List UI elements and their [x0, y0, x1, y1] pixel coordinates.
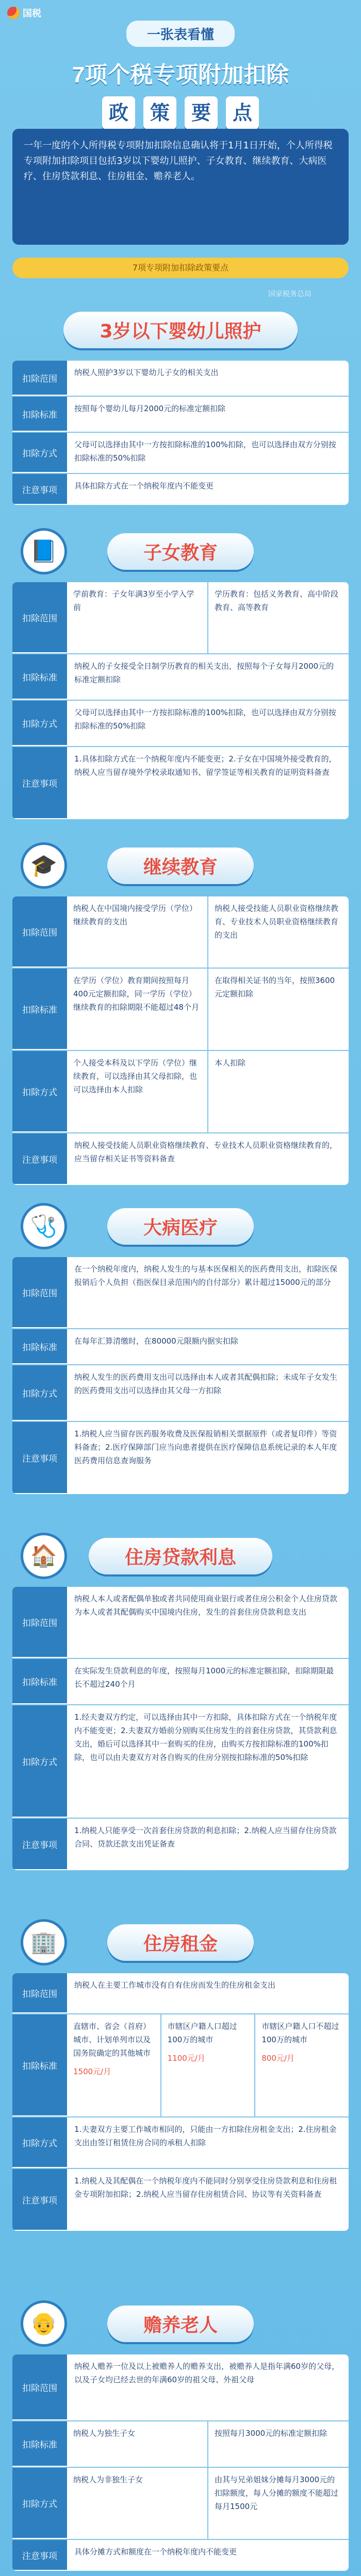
header-tag: 一张表看懂 — [126, 21, 235, 47]
rent-amount: 1100元/月 — [167, 2054, 205, 2063]
row-value: 1.具体扣除方式在一个纳税年度内不能变更；2.子女在中国境外接受教育的，纳税人应当留存境外学校录取通知书、留学签证等相关教育的证明资料备查 — [74, 754, 337, 777]
row-label: 扣除方式 — [12, 1365, 67, 1421]
row-value: 纳税人接受技能人员职业资格继续教育、专业技术人员职业资格继续教育的，应当留存相关证书等资料备查 — [74, 1141, 338, 1163]
table-continuing — [12, 896, 349, 1185]
row-value: 纳税人照护3岁以下婴幼儿子女的相关支出 — [74, 368, 219, 377]
section-title-text: 赡养老人 — [107, 2306, 254, 2342]
table-row — [12, 2540, 349, 2571]
row-value: 在一个纳税年度内，纳税人发生的与基本医保相关的医药费用支出，扣除医保报销后个人负担（指医保目录范围内的自付部分）累计超过15000元的部分 — [74, 1264, 338, 1287]
header — [0, 21, 361, 129]
row-cell: 纳税人接受技能人员职业资格继续教育、专业技术人员职业资格继续教育的支出 — [215, 904, 339, 940]
table-row — [12, 1659, 349, 1705]
table-row — [12, 1051, 349, 1133]
city-tier: 直辖市、省会（首府）城市、计划单列市以及国务院确定的其他城市 — [73, 2022, 151, 2058]
row-label: 扣除范围 — [12, 582, 67, 653]
row-value: 纳税人在主要工作城市没有自有住房而发生的住房租金支出 — [74, 1980, 276, 1990]
row-value: 纳税人本人或者配偶单独或者共同使用商业银行或者住房公积金个人住房贷款为本人或者其配偶购买中国境内住房，发生的首套住房贷款利息支出 — [74, 1594, 338, 1617]
row-label: 扣除方式 — [12, 433, 67, 473]
city-tier: 市辖区户籍人口不超过100万的城市 — [261, 2022, 339, 2044]
row-label: 扣除标准 — [12, 2014, 67, 2116]
table-row — [12, 1133, 349, 1185]
subtitle-char: 点 — [226, 96, 259, 129]
intro-box — [12, 129, 349, 245]
building-icon: 🏢 — [21, 1919, 67, 1965]
table-rent — [12, 1973, 349, 2231]
row-cell: 纳税人在中国境内接受学历（学位）继续教育的支出 — [67, 896, 208, 968]
table-row — [12, 747, 349, 819]
row-cell: 学历教育：包括义务教育、高中阶段教育、高等教育 — [215, 589, 339, 612]
row-value: 纳税人发生的医药费用支出可以选择由本人或者其配偶扣除；未成年子女发生的医药费用支出可以选择由其父母一方扣除 — [74, 1372, 338, 1395]
row-value — [67, 2468, 349, 2539]
row-label: 扣除标准 — [12, 2421, 67, 2467]
row-label: 扣除方式 — [12, 2117, 67, 2168]
section-title-text: 继续教育 — [107, 848, 254, 884]
table-row — [12, 1973, 349, 2014]
section-title-loan — [0, 1535, 361, 1577]
row-value: 按照每个婴幼儿每月2000元的标准定额扣除 — [74, 404, 226, 413]
section-title-text: 子女教育 — [107, 533, 254, 570]
row-value: 1.纳税人应当留存医药服务收费及医保报销相关票据原件（或者复印件）等资料备查；2.医疗保障部门应当向患者提供在医疗保障信息系统记录的本人年度医药费用信息查询服务 — [74, 1429, 337, 1465]
row-value: 1.夫妻双方主要工作城市相同的，只能由一方扣除住房租金支出；2.住房租金支出由签订租赁住房合同的承租人扣除 — [74, 2125, 337, 2147]
table-row — [12, 582, 349, 654]
section-title-medical — [0, 1206, 361, 1247]
table-infant — [12, 361, 349, 505]
row-label: 扣除标准 — [12, 969, 67, 1050]
row-value: 纳税人的子女接受全日制学历教育的相关支出，按照每个子女每月2000元的标准定额扣除 — [74, 662, 334, 684]
rent-amount: 1500元/月 — [73, 2067, 111, 2076]
house-icon: 🏠 — [21, 1533, 67, 1579]
table-row — [12, 1257, 349, 1329]
graduation-cap-icon: 🎓 — [21, 842, 67, 889]
brand-name: 国税 — [23, 8, 41, 19]
row-label: 注意事项 — [12, 747, 67, 819]
row-label: 注意事项 — [12, 2540, 67, 2571]
subtitle-char: 要 — [185, 96, 218, 129]
row-cell: 纳税人为独生子女 — [67, 2421, 208, 2467]
row-value: 父母可以选择由其中一方按扣除标准的100%扣除，也可以选择由双方分别按扣除标准的50%扣除 — [74, 440, 336, 463]
table-row — [12, 397, 349, 433]
table-row — [12, 969, 349, 1051]
table-row — [12, 2421, 349, 2468]
row-label: 扣除范围 — [12, 1257, 67, 1328]
logo-icon — [7, 7, 20, 19]
row-label: 扣除范围 — [12, 896, 67, 968]
row-label: 扣除范围 — [12, 1973, 67, 2013]
row-value: 在实际发生贷款利息的年度，按照每月1000元的标准定额扣除，扣除期限最长不超过240个月 — [74, 1666, 334, 1689]
row-value — [67, 1051, 349, 1132]
row-label: 扣除范围 — [12, 2354, 67, 2420]
section-title-text: 住房租金 — [107, 1924, 254, 1961]
section-title-elderly — [0, 2303, 361, 2344]
row-value: 1.经夫妻双方约定，可以选择由其中一方扣除，具体扣除方式在一个纳税年度内不能变更；2.夫妻双方婚前分别购买住房发生的首套住房贷款，其贷款利息支出，婚后可以选择其中一套购买的住房，由购买方按扣除标准的100%扣除，也可以由夫妻双方对各自购买的住房分别按扣除标准的50%扣除 — [74, 1713, 337, 1762]
table-row — [12, 654, 349, 701]
section-title-rent — [0, 1922, 361, 1963]
table-row — [12, 2468, 349, 2540]
row-label: 扣除标准 — [12, 654, 67, 700]
row-cell — [67, 2014, 161, 2116]
rent-amount: 800元/月 — [261, 2054, 295, 2063]
row-cell: 按照每月3000元的标准定额扣除 — [215, 2429, 327, 2438]
row-cell: 纳税人为非独生子女 — [67, 2468, 208, 2539]
row-value: 1.纳税人只能享受一次首套住房贷款的利息扣除；2.纳税人应当留存住房贷款合同、贷款还款支出凭证备查 — [74, 1826, 337, 1849]
row-value: 在每年汇算清缴时，在80000元限额内据实扣除 — [74, 1336, 238, 1346]
table-row — [12, 1705, 349, 1819]
row-value: 具体扣除方式在一个纳税年度内不能变更 — [74, 481, 214, 490]
table-row — [12, 361, 349, 397]
row-value — [67, 896, 349, 968]
medical-kit-icon: 🩺 — [21, 1203, 67, 1249]
table-row — [12, 1422, 349, 1494]
intro-text: 一年一度的个人所得税专项附加扣除信息确认将于1月1日开始，个人所得税专项附加扣除项目包括3岁以下婴幼儿照护、子女教育、继续教育、大病医疗、住房贷款利息、住房租金、赡养老人。 — [24, 140, 333, 182]
subtitle-char: 策 — [143, 96, 176, 129]
page-title: 7项个税专项附加扣除 — [72, 62, 289, 88]
row-label: 扣除标准 — [12, 397, 67, 432]
row-label: 扣除方式 — [12, 1051, 67, 1132]
table-row — [12, 1329, 349, 1365]
table-children — [12, 582, 349, 819]
book-icon: 📘 — [21, 528, 67, 574]
row-label: 注意事项 — [12, 474, 67, 505]
table-row — [12, 474, 349, 505]
table-row — [12, 2169, 349, 2231]
table-loan — [12, 1587, 349, 1870]
row-label: 扣除范围 — [12, 361, 67, 396]
section-title-infant — [0, 309, 361, 350]
row-cell — [255, 2014, 349, 2116]
row-cell: 由其与兄弟姐妹分摊每月3000元的扣除额度，每人分摊的额度不能超过每月1500元 — [215, 2475, 339, 2511]
table-row — [12, 1365, 349, 1422]
row-label: 扣除标准 — [12, 1329, 67, 1364]
table-row — [12, 433, 349, 474]
section-title-text: 3岁以下婴幼儿照护 — [63, 312, 297, 348]
section-title-text: 大病医疗 — [107, 1208, 254, 1245]
table-medical — [12, 1257, 349, 1494]
row-value — [67, 2014, 349, 2116]
subtitle-row — [0, 96, 361, 129]
section-title-continuing — [0, 845, 361, 886]
intro-note: 7项专项附加扣除政策要点 — [12, 258, 349, 278]
row-value: 具体分摊方式和额度在一个纳税年度内不能变更 — [74, 2547, 237, 2556]
section-title-children — [0, 531, 361, 572]
elderly-couple-icon: 👴 — [21, 2300, 67, 2347]
row-cell — [161, 2014, 256, 2116]
row-label: 注意事项 — [12, 1133, 67, 1185]
table-elderly — [12, 2354, 349, 2571]
brand-logo — [7, 6, 41, 20]
table-row — [12, 1587, 349, 1659]
row-cell: 学前教育：子女年满3岁至小学入学前 — [67, 582, 208, 653]
table-row — [12, 2117, 349, 2169]
row-label: 扣除范围 — [12, 1587, 67, 1658]
row-value — [67, 969, 349, 1050]
subtitle-char: 政 — [102, 96, 135, 129]
row-cell: 在学历（学位）教育期间按照每月400元定额扣除，同一学历（学位）继续教育的扣除期限不能超过48个月 — [67, 969, 208, 1050]
row-label: 注意事项 — [12, 1422, 67, 1494]
row-cell: 本人扣除 — [215, 1058, 246, 1067]
row-label: 扣除标准 — [12, 1659, 67, 1704]
table-row — [12, 701, 349, 747]
table-row — [12, 896, 349, 969]
watermark: 国家税务总局 — [268, 290, 311, 298]
row-label: 扣除方式 — [12, 701, 67, 746]
row-label: 注意事项 — [12, 1819, 67, 1870]
row-value — [67, 582, 349, 653]
row-value — [67, 2421, 349, 2467]
table-row — [12, 2014, 349, 2117]
row-label: 扣除方式 — [12, 1705, 67, 1818]
city-tier: 市辖区户籍人口超过100万的城市 — [167, 2022, 237, 2044]
row-value: 纳税人赡养一位及以上被赡养人的赡养支出，被赡养人是指年满60岁的父母，以及子女均已经去世的年满60岁的祖父母、外祖父母 — [74, 2362, 340, 2384]
row-cell: 在取得相关证书的当年，按照3600元定额扣除 — [215, 976, 335, 998]
row-value: 父母可以选择由其中一方按扣除标准的100%扣除，也可以选择由双方分别按扣除标准的50%扣除 — [74, 708, 336, 731]
section-title-text: 住房贷款利息 — [89, 1538, 272, 1574]
row-value: 1.纳税人及其配偶在一个纳税年度内不能同时分别享受住房贷款利息和住房租金专项附加扣除；2.纳税人应当留存住房租赁合同、协议等有关资料备查 — [74, 2176, 337, 2199]
row-cell: 个人接受本科及以下学历（学位）继续教育，可以选择由其父母扣除，也可以选择由本人扣除 — [67, 1051, 208, 1132]
table-row — [12, 1819, 349, 1870]
row-label: 注意事项 — [12, 2169, 67, 2231]
row-label: 扣除方式 — [12, 2468, 67, 2539]
table-row — [12, 2354, 349, 2421]
